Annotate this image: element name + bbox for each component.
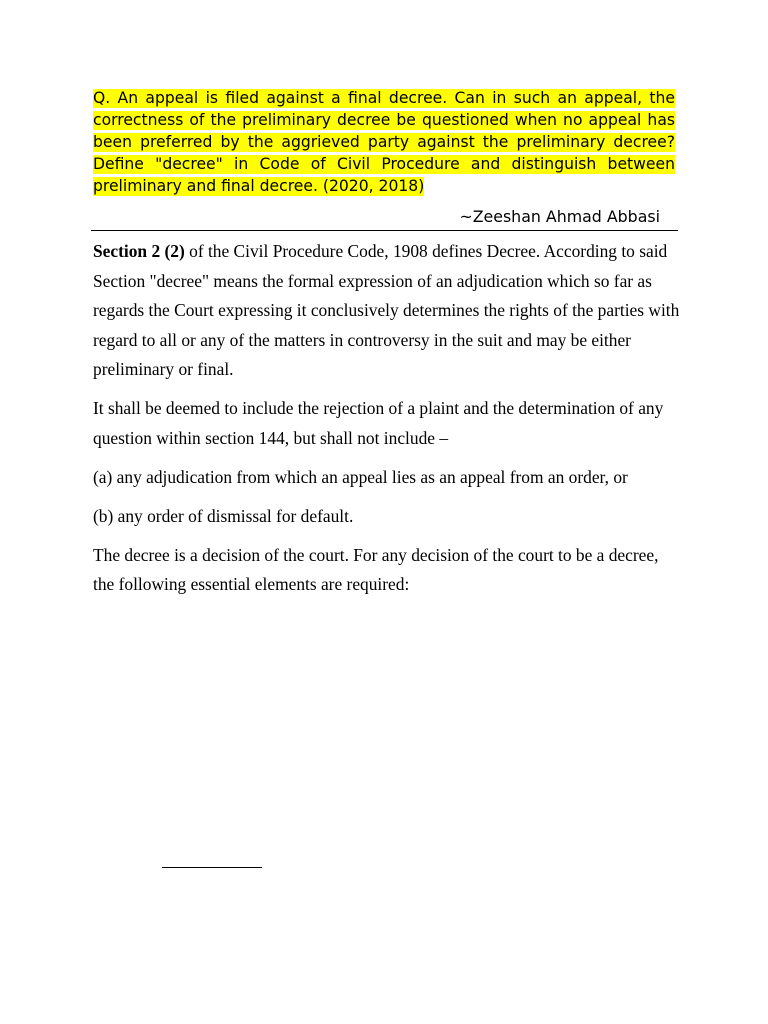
inclusion-paragraph: It shall be deemed to include the rejection of a plaint and the determination of any question within section 144, but shall not include –: [93, 398, 664, 448]
question-highlight: Q. An appeal is filed against a final decree. Can in such an appeal, the correctness of the preliminary decree be questioned when no appeal has been preferred by the aggrieved party against the preliminary decree? Define "decree" in Code of Civil Procedure and distinguish between preliminary and final decree. (2020, 2018): [93, 89, 675, 195]
footnote-separator: [162, 867, 262, 868]
definition-paragraph: [93, 237, 683, 385]
question-heading: [93, 87, 675, 197]
author-name: ~Zeeshan Ahmad Abbasi: [459, 207, 660, 226]
exclusion-item-b: (b) any order of dismissal for default.: [93, 505, 354, 526]
definition-text: of the Civil Procedure Code, 1908 defines Decree. According to said Section "decree" means the formal expression of an adjudication which so far as regards the Court expressing it conclusively determines the rights of the parties with regard to all or any of the matters in controversy in the suit and may be either preliminary or final.: [93, 241, 680, 379]
section-reference: Section 2 (2): [93, 241, 185, 261]
essential-elements-paragraph: The decree is a decision of the court. For any decision of the court to be a decree, the following essential elements are required:: [93, 544, 659, 594]
title-divider: [91, 230, 678, 231]
document-body: [93, 237, 683, 609]
exclusion-item-a: (a) any adjudication from which an appeal lies as an appeal from an order, or: [93, 466, 628, 487]
